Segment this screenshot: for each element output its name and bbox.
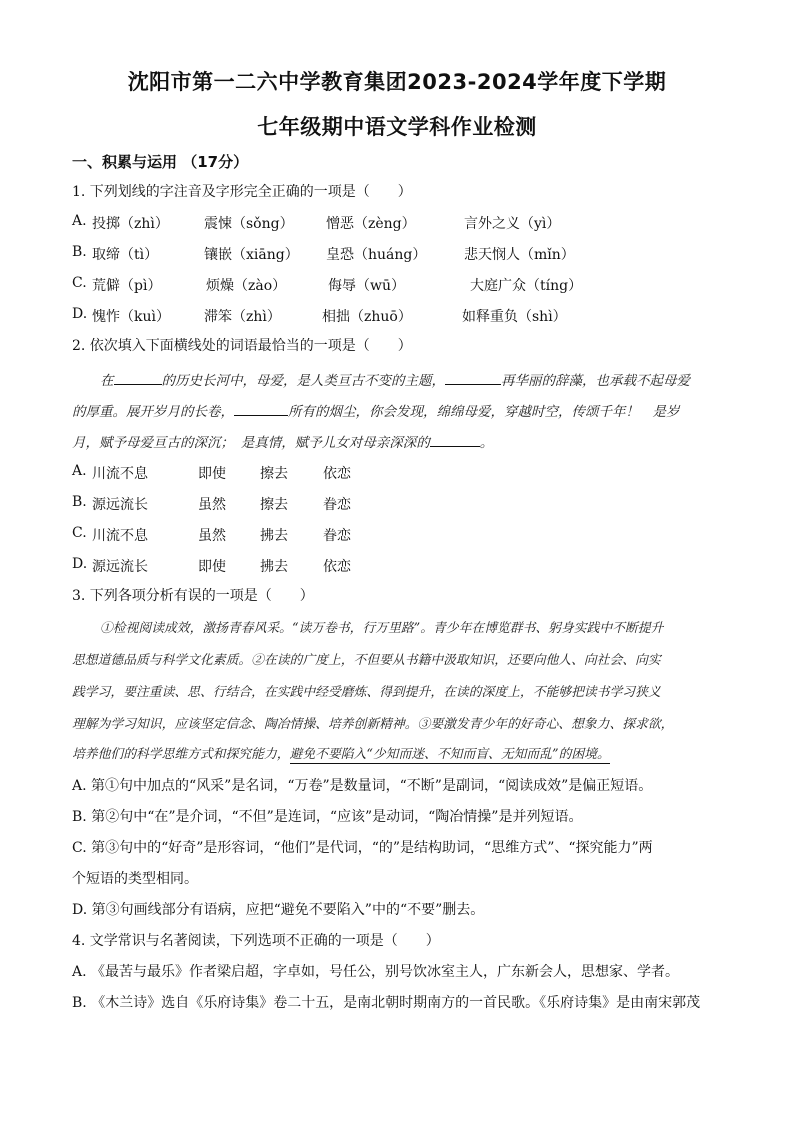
q3-option-b: B. 第②句中“在”是介词，“不但”是连词，“应该”是动词，“陶冶情操”是并列短语。 [72, 809, 583, 825]
option-item: 荒僻（pì） [92, 278, 162, 294]
option-label: B. [72, 244, 87, 260]
q4-stem: 4. 文学常识与名著阅读，下列选项不正确的一项是（ ） [72, 933, 440, 949]
option-item: 取缔（tì） [92, 247, 159, 263]
option-item: 相拙（zhuō） [322, 309, 412, 325]
q3-passage-line2: 思想道德品质与科学文化素质。②在读的广度上，不但要从书籍中汲取知识，还要向他人、向社会、向实 [72, 653, 661, 668]
passage-text: 月，赋予母爱亘古的深沉； 是真情，赋予儿女对母亲深深的 [72, 435, 430, 451]
option-item: 震悚（sǒng） [204, 216, 294, 232]
option-item: 镶嵌（xiāng） [204, 247, 299, 263]
q3-option-c: C. 第③句中的“好奇”是形容词，“他们”是代词，“的”是结构助词，“思维方式”、“探究能力”两 [72, 840, 653, 856]
option-item: 烦燥（zào） [206, 278, 287, 294]
option-item: 源远流长 [92, 559, 148, 575]
option-item: 擦去 [260, 466, 288, 482]
option-item: 川流不息 [92, 528, 148, 544]
passage-text: 的历史长河中，母爱，是人类亘古不变的主题， [161, 373, 445, 389]
option-item: 皇恐（huáng） [326, 247, 427, 263]
q3-stem: 3. 下列各项分析有误的一项是（ ） [72, 588, 314, 604]
section-heading: 一、积累与运用 （17分） [72, 153, 249, 171]
option-item: 拂去 [260, 528, 288, 544]
passage-text: 。 [479, 435, 494, 451]
option-label: A. [72, 463, 87, 479]
q2-passage-line3 [72, 432, 493, 452]
q1-stem: 1. 下列划线的字注音及字形完全正确的一项是（ ） [72, 184, 412, 200]
option-item: 源远流长 [92, 497, 148, 513]
q3-option-d: D. 第③句画线部分有语病，应把“避免不要陷入”中的“不要”删去。 [72, 902, 485, 918]
option-item: 眷恋 [323, 528, 351, 544]
option-item: 依恋 [323, 559, 351, 575]
option-item: 即使 [198, 466, 226, 482]
q2-passage-line2 [72, 401, 680, 421]
option-label: D. [72, 556, 88, 572]
q4-option-a: A. 《最苦与最乐》作者梁启超，字卓如，号任公，别号饮冰室主人，广东新会人，思想家、学者。 [72, 964, 680, 980]
option-item: 虽然 [198, 497, 226, 513]
option-label: C. [72, 275, 87, 291]
option-item: 侮辱（wū） [328, 278, 405, 294]
option-item: 愧怍（kuì） [92, 309, 170, 325]
option-item: 虽然 [198, 528, 226, 544]
fill-blank [114, 370, 162, 385]
fill-blank [445, 370, 501, 385]
option-item: 如释重负（shì） [462, 309, 567, 325]
q2-passage-line1 [100, 370, 690, 390]
passage-text: 再华丽的辞藻，也承载不起母爱 [501, 373, 690, 389]
option-item: 擦去 [260, 497, 288, 513]
option-item: 拂去 [260, 559, 288, 575]
option-item: 滞笨（zhì） [204, 309, 281, 325]
passage-text: 在 [100, 373, 114, 389]
option-label: D. [72, 306, 88, 322]
q2-stem: 2. 依次填入下面横线处的词语最恰当的一项是（ ） [72, 338, 412, 354]
q3-passage-line1: ①检视阅读成效，激扬青春风采。“读万卷书，行万里路”。青少年在博览群书、躬身实践中不断提升 [100, 621, 664, 636]
document-title-line2: 七年级期中语文学科作业检测 [257, 115, 537, 139]
passage-text: 所有的烟尘，你会发现，绵绵母爱，穿越时空，传颂千年！ 是岁 [288, 404, 680, 420]
option-item: 投掷（zhì） [92, 216, 169, 232]
option-item: 眷恋 [323, 497, 351, 513]
q3-passage-line3: 践学习，要注重读、思、行结合，在实践中经受磨炼、得到提升，在读的深度上，不能够把读书学习狭义 [72, 685, 661, 700]
option-item: 憎恶（zèng） [326, 216, 416, 232]
q4-option-b: B. 《木兰诗》选自《乐府诗集》卷二十五，是南北朝时期南方的一首民歌。《乐府诗集》是由南宋郭茂 [72, 995, 701, 1011]
passage-text: 的厚重。展开岁月的长卷， [72, 404, 234, 420]
option-item: 即使 [198, 559, 226, 575]
option-item: 依恋 [323, 466, 351, 482]
underlined-sentence: 避免不要陷入“少知而迷、不知而盲、无知而乱”的困境。 [289, 747, 610, 762]
option-label: C. [72, 525, 87, 541]
fill-blank [234, 401, 288, 416]
option-item: 大庭广众（tíng） [470, 278, 583, 294]
fill-blank [430, 432, 480, 447]
option-label: A. [72, 213, 87, 229]
q3-passage-line5 [72, 746, 610, 764]
option-item: 川流不息 [92, 466, 148, 482]
option-label: B. [72, 494, 87, 510]
q3-option-a: A. 第①句中加点的“风采”是名词，“万卷”是数量词，“不断”是副词，“阅读成效”是偏正短语。 [72, 778, 653, 794]
passage-text: 培养他们的科学思维方式和探究能力， [72, 747, 290, 762]
q3-option-c-continued: 个短语的类型相同。 [72, 871, 198, 887]
document-title-line1: 沈阳市第一二六中学教育集团2023-2024学年度下学期 [127, 70, 667, 94]
q3-passage-line4: 理解为学习知识，应该坚定信念、陶冶情操、培养创新精神。③要激发青少年的好奇心、想象力、探求欲， [72, 717, 674, 732]
option-item: 悲天悯人（mǐn） [464, 247, 575, 263]
option-item: 言外之义（yì） [464, 216, 561, 232]
